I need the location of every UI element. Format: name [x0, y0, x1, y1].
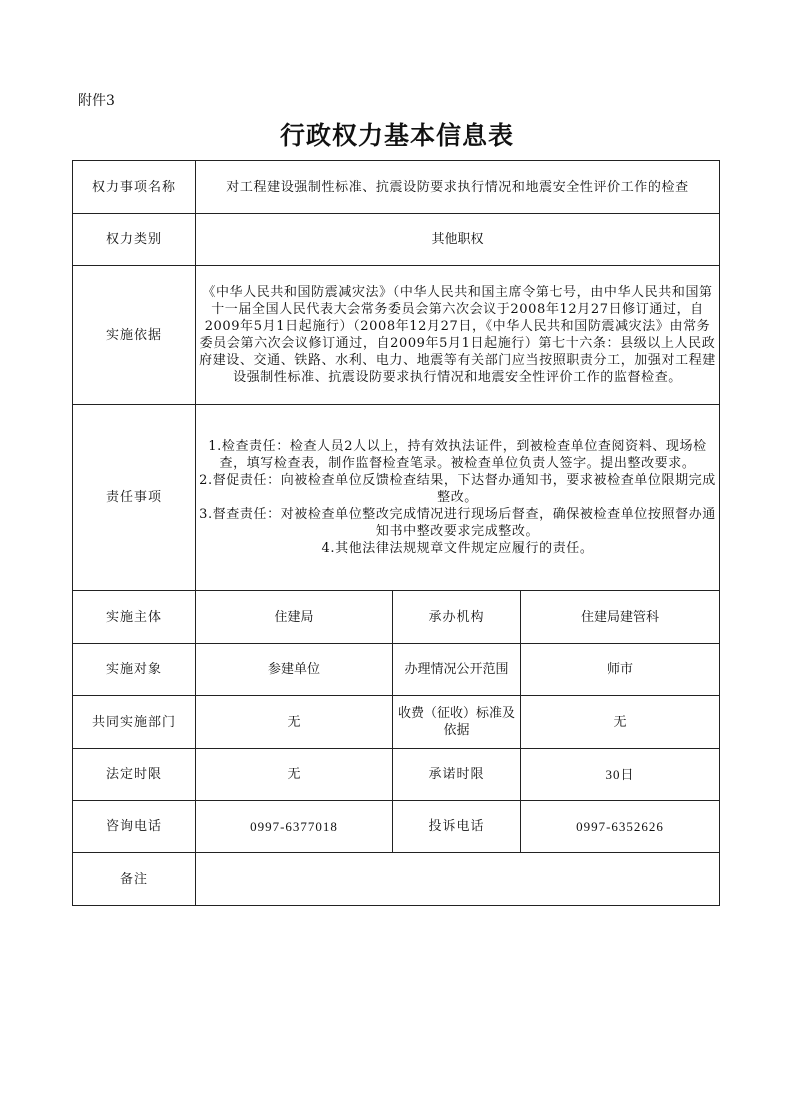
- item-name-label: 权力事项名称: [73, 161, 196, 214]
- promised-time-limit-value: 30日: [521, 749, 720, 801]
- implementing-body-label: 实施主体: [73, 591, 196, 644]
- document-title: 行政权力基本信息表: [279, 121, 514, 150]
- table-row-time-limit: [73, 749, 720, 801]
- info-table: [72, 160, 720, 906]
- joint-dept-value: 无: [196, 696, 393, 749]
- disclosure-scope-label: 办理情况公开范围: [393, 644, 521, 696]
- fee-standard-value: 无: [521, 696, 720, 749]
- joint-dept-label: 共同实施部门: [73, 696, 196, 749]
- power-category-label: 权力类别: [73, 214, 196, 266]
- table-row-implementing-body: [73, 591, 720, 644]
- table-row-phone: [73, 801, 720, 853]
- promised-time-limit-label: 承诺时限: [393, 749, 521, 801]
- legal-time-limit-label: 法定时限: [73, 749, 196, 801]
- target-label: 实施对象: [73, 644, 196, 696]
- table-row-remarks: [73, 853, 720, 906]
- responsibility-item: 1.检查责任：检查人员2人以上，持有效执法证件，到被检查单位查阅资料、现场检查，填写检查表，制作监督检查笔录。被检查单位负责人签字。提出整改要求。: [208, 439, 707, 471]
- complaint-phone-value: 0997-6352626: [521, 801, 720, 853]
- handling-agency-label: 承办机构: [393, 591, 521, 644]
- remarks-value: [196, 853, 720, 906]
- table-row-joint-dept: [73, 696, 720, 749]
- legal-basis-label: 实施依据: [73, 266, 196, 405]
- consult-phone-label: 咨询电话: [73, 801, 196, 853]
- table-row-legal-basis: [73, 266, 720, 405]
- consult-phone-value: 0997-6377018: [196, 801, 393, 853]
- fee-standard-label: 收费（征收）标准及依据: [393, 696, 521, 749]
- table-row-target: [73, 644, 720, 696]
- legal-time-limit-value: 无: [196, 749, 393, 801]
- responsibilities-list: [196, 405, 720, 591]
- responsibility-item: 4.其他法律法规规章文件规定应履行的责任。: [321, 541, 594, 556]
- responsibilities-label: 责任事项: [73, 405, 196, 591]
- responsibility-item: 3.督查责任：对被检查单位整改完成情况进行现场后督查，确保被检查单位按照督办通知书中整改要求完成整改。: [199, 507, 716, 539]
- complaint-phone-label: 投诉电话: [393, 801, 521, 853]
- table-row-item-name: [73, 161, 720, 214]
- power-category-value: 其他职权: [196, 214, 720, 266]
- implementing-body-value: 住建局: [196, 591, 393, 644]
- attachment-label: 附件3: [78, 93, 115, 109]
- remarks-label: 备注: [73, 853, 196, 906]
- legal-basis-value: 《中华人民共和国防震减灾法》（中华人民共和国主席令第七号，由中华人民共和国第十一届全国人民代表大会常务委员会第六次会议于2008年12月27日修订通过，自2009年5月1日起施行）（2008年12月27日，《中华人民共和国防震减灾法》由常务委员会第六次会议修订通过，自2009年5月1日起施行）第七十六条：县级以上人民政府建设、交通、铁路、水利、电力、地震等有关部门应当按照职责分工，加强对工程建设强制性标准、抗震设防要求执行情况和地震安全性评价工作的监督检查。: [196, 266, 720, 405]
- table-row-power-category: [73, 214, 720, 266]
- table-row-responsibilities: [73, 405, 720, 591]
- responsibility-item: 2.督促责任：向被检查单位反馈检查结果，下达督办通知书，要求被检查单位限期完成整改。: [199, 473, 716, 505]
- item-name-value: 对工程建设强制性标准、抗震设防要求执行情况和地震安全性评价工作的检查: [196, 161, 720, 214]
- target-value: 参建单位: [196, 644, 393, 696]
- disclosure-scope-value: 师市: [521, 644, 720, 696]
- handling-agency-value: 住建局建管科: [521, 591, 720, 644]
